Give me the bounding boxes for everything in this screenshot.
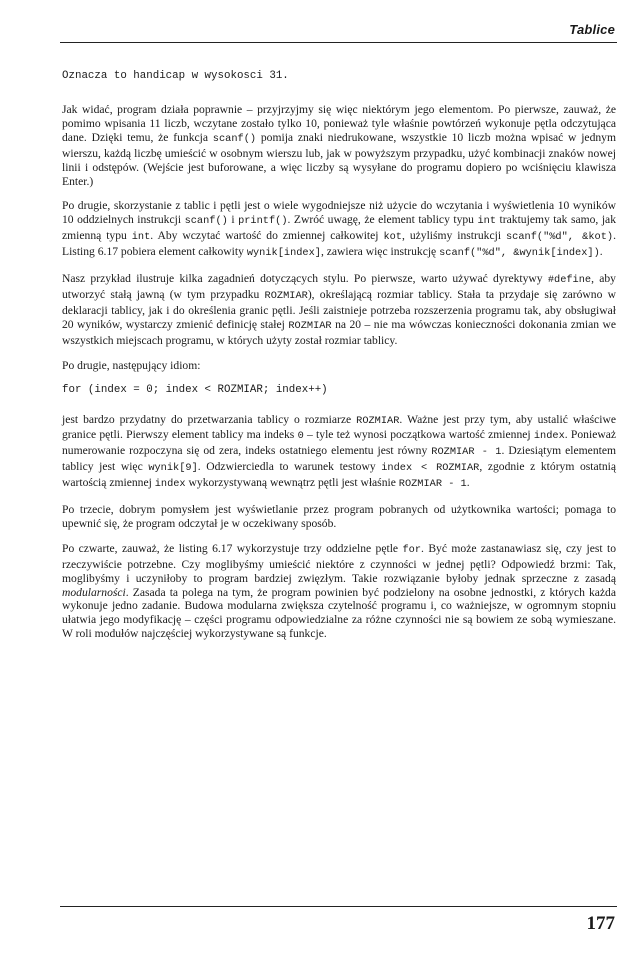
- code-snippet: for (index = 0; index < ROZMIAR; index++): [62, 383, 328, 396]
- text-run: Po drugie, następujący idiom:: [62, 358, 201, 372]
- text-run: . Ponieważ numerowanie rozpoczyna się od zera, indeks ostatniego elementu jest równy: [62, 428, 617, 458]
- inline-code: 0: [297, 430, 304, 443]
- body-paragraph: [62, 272, 616, 348]
- text-run: pomija znaki niedrukowane, wszystkie 10 liczb można wpisać w jednym wierszu, każdą liczbę umieścić w osobnym wierszu lub, jak w powyższym przypadku, użyć kombinacji znaków nowej linii i odstępów. (Wejście jest buforowane, a więc liczby są wysyłane do programu dopiero po wciśnięciu klawisza Enter.): [62, 130, 616, 188]
- text-run: na 20 – nie ma wówczas konieczności dokonania zmian we wszystkich miejscach programu, w których użyty został rozmiar tablicy.: [62, 317, 617, 347]
- text-run: .: [599, 245, 603, 259]
- inline-code: #define: [547, 274, 592, 287]
- text-run: i: [227, 213, 239, 227]
- inline-code: ROZMIAR: [356, 414, 400, 427]
- emphasized-term: modularności: [62, 585, 126, 599]
- header-rule: [60, 42, 617, 43]
- inline-code: ROZMIAR - 1: [431, 446, 502, 459]
- inline-code: index: [533, 430, 565, 443]
- inline-code: printf(): [238, 215, 288, 228]
- text-run: Po trzecie, dobrym pomysłem jest wyświetlanie przez program pobranych od użytkownika wartości; pomaga to upewnić się, że program odczytał je w oczekiwany sposób.: [62, 503, 616, 530]
- text-run: Nasz przykład ilustruje kilka zagadnień dotyczących stylu. Po pierwsze, warto używać dyrektywy: [62, 272, 548, 286]
- program-output-line: Oznacza to handicap w wysokosci 31.: [62, 70, 289, 82]
- inline-code: int: [477, 215, 497, 228]
- text-run: . Być może zastanawiasz się, czy jest to rzeczywiście potrzebne. Czy moglibyśmy umieścić niektóre z czynności w jednej pętli? Odpowiedź brzmi: Tak, moglibyśmy i uczyniłoby to program bardziej zwięzłym. Takie rozwiązanie byłoby jednak sprzeczne z zasadą: [62, 541, 616, 585]
- text-run: . Dziesiątym elementem tablicy jest więc: [62, 444, 616, 474]
- text-run: – tyle też wynosi początkowa wartość zmiennej: [303, 428, 534, 442]
- inline-code: int: [131, 231, 151, 244]
- text-run: , zawiera więc instrukcję: [320, 245, 440, 259]
- inline-code: wynik[index]: [246, 247, 321, 260]
- text-run: Po drugie, skorzystanie z tablic i pętli jest o wiele wygodniejsze niż użycie do wczytania i wyświetlenia 10 wyników 10 oddzielnych instrukcji: [62, 199, 616, 227]
- body-paragraph: [62, 413, 616, 493]
- text-run: jest bardzo przydatny do przetwarzania tablicy o rozmiarze: [62, 412, 357, 426]
- inline-code: scanf(): [184, 215, 228, 228]
- text-run: . Zwróć uwagę, że element tablicy typu: [287, 213, 478, 227]
- page-number: 177: [586, 913, 615, 934]
- body-paragraph: [62, 359, 616, 373]
- text-run: Po czwarte, zauważ, że listing 6.17 wykorzystuje trzy oddzielne pętle: [62, 541, 403, 555]
- inline-code: index: [154, 478, 186, 491]
- text-run: ), określającą rozmiar tablicy. Stała ta przydaje się zarówno w deklaracji tablicy, jak i do określenia granic pętli. Jeśli zaistnieje potrzeba rozszerzenia programu tak, aby obsługiwał 20 wyników, wystarczy zmienić definicję stałej: [62, 287, 616, 331]
- text-run: .: [466, 476, 470, 490]
- inline-code: ROZMIAR: [288, 319, 332, 332]
- text-run: . Zasada ta polega na tym, że program powinien być podzielony na osobne jednostki, z których każda wykonuje jedno zadanie. Budowa modularna zwiększa czytelność programu i, co ważniejsze, w ogromnym stopniu ułatwia jego modyfikację – części programu odpowiedzialne za różne czynności nie są bowiem ze sobą wymieszane. W roli modułów najczęściej wykorzystywane są funkcje.: [62, 585, 616, 641]
- inline-code: scanf(): [212, 132, 257, 145]
- inline-code: ROZMIAR: [264, 289, 308, 302]
- text-run: , aby utworzyć stałą jawną (w tym przypadku: [62, 272, 616, 301]
- text-run: . Aby wczytać wartość do zmiennej całkowitej: [150, 229, 384, 243]
- text-run: . Listing 6.17 pobiera element całkowity: [62, 229, 616, 259]
- text-run: Jak widać, program działa poprawnie – przyjrzyjmy się więc niektórym jego elementom. Po pierwsze, zauważ, że pomimo wpisania 11 liczb, wczytane zostało tylko 10, ponieważ tyle właśnie powtórzeń wykonuje pętla odczytująca dane. Dzięki temu, że funkcja: [62, 103, 616, 144]
- inline-code: kot: [383, 231, 402, 244]
- text-run: , zgodnie z którym ostatnią wartością zmiennej: [62, 460, 617, 490]
- text-run: traktujemy tak samo, jak zmienną typu: [62, 213, 616, 243]
- body-paragraph: [62, 199, 616, 261]
- inline-code: for: [402, 543, 422, 556]
- body-paragraph: [62, 503, 616, 531]
- page-body: [62, 70, 616, 652]
- text-run: . Ważne jest przy tym, aby ustalić właściwe granice pętli. Pierwszy element tablicy ma indeks: [62, 412, 616, 442]
- body-paragraph: [62, 103, 616, 188]
- footer-rule: [60, 906, 617, 907]
- text-run: . Odzwierciedla to warunek testowy: [197, 460, 382, 474]
- text-run: wykorzystywaną wewnątrz pętli jest właśnie: [185, 476, 399, 490]
- inline-code: scanf("%d", &wynik[index]): [439, 247, 600, 260]
- inline-code: index < ROZMIAR: [381, 462, 480, 475]
- inline-code: scanf("%d", &kot): [506, 231, 614, 244]
- text-run: , użyliśmy instrukcji: [402, 229, 506, 243]
- inline-code: ROZMIAR - 1: [398, 478, 467, 491]
- running-header-title: Tablice: [569, 22, 615, 37]
- inline-code: wynik[9]: [148, 462, 198, 475]
- body-paragraph: [62, 542, 616, 641]
